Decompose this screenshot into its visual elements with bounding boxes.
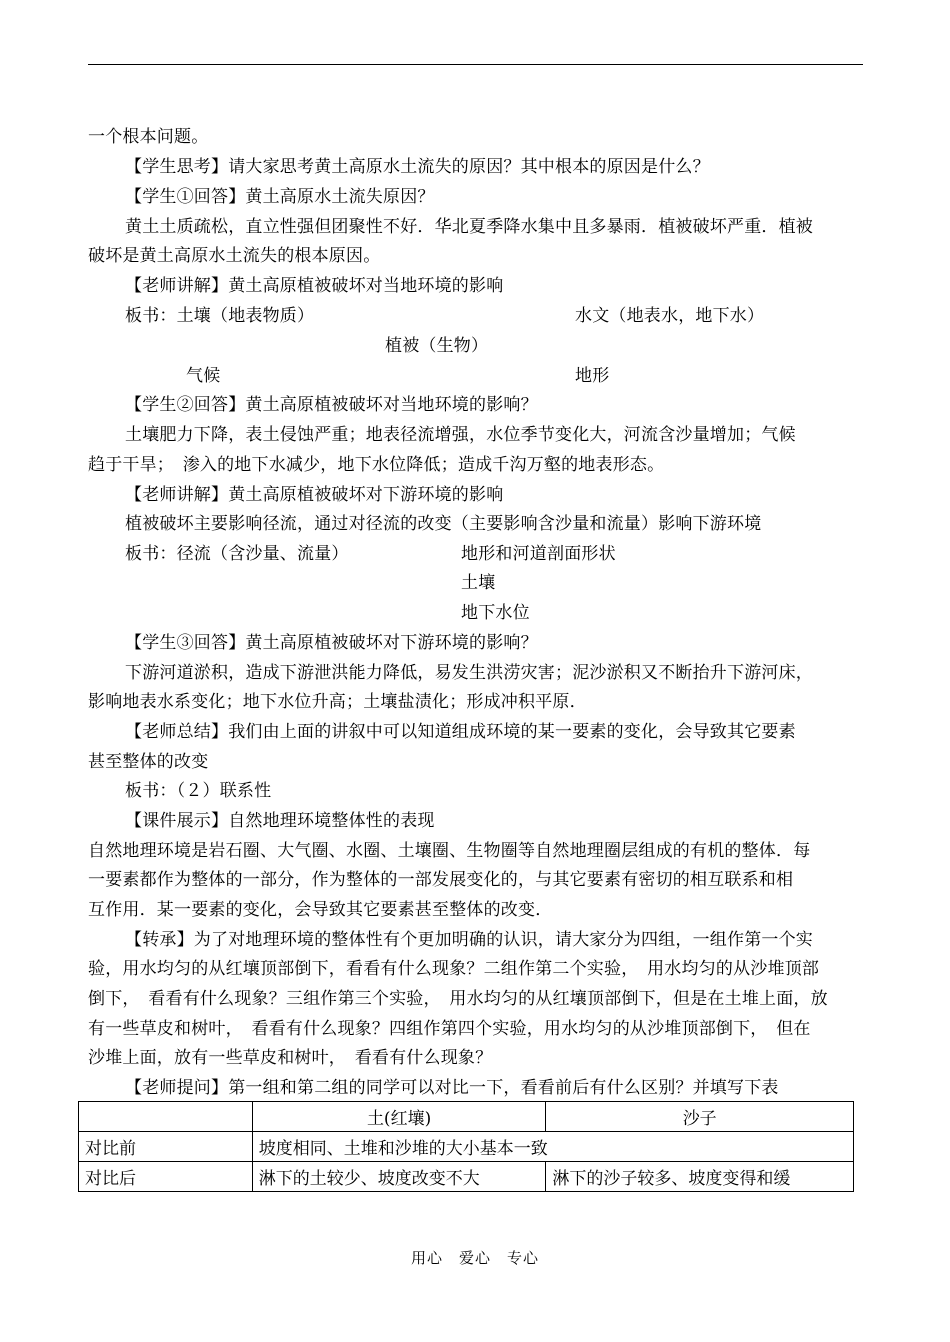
text-line: 验，用水均匀的从红壤顶部倒下，看看有什么现象？二组作第二个实验， 用水均匀的从沙堆顶部 (88, 959, 820, 979)
board-note-soil: 土壤 (461, 573, 496, 593)
student-answer-2-heading: 【学生②回答】黄土高原植被破坏对当地环境的影响？ (125, 395, 538, 415)
transition-heading: 【转承】为了对地理环境的整体性有个更加明确的认识，请大家分为四组，一组作第一个实 (125, 930, 813, 950)
board-note-groundwater: 地下水位 (461, 603, 530, 623)
board-note-channel: 地形和河道剖面形状 (461, 544, 616, 564)
text-line: 一个根本问题。 (88, 127, 209, 147)
text-line: 植被破坏主要影响径流，通过对径流的改变（主要影响含沙量和流量）影响下游环境 (125, 514, 762, 534)
text-line: 破坏是黄土高原水土流失的根本原因。 (88, 246, 381, 266)
teacher-question-heading: 【老师提问】第一组和第二组的同学可以对比一下，看看前后有什么区别？并填写下表 (125, 1078, 779, 1098)
text-line: 影响地表水系变化；地下水位升高；土壤盐渍化；形成冲积平原． (88, 692, 587, 712)
table-header-row (79, 1102, 854, 1132)
page-footer: 用心 爱心 专心 (410, 1249, 539, 1267)
header-rule (88, 64, 863, 65)
text-line: 互作用．某一要素的变化，会导致其它要素甚至整体的改变． (88, 900, 553, 920)
table-row (79, 1162, 854, 1192)
table-cell: 淋下的沙子较多、坡度变得和缓 (546, 1162, 854, 1192)
board-note-soil: 板书：土壤（地表物质） (125, 306, 315, 326)
text-line: 一要素都作为整体的一部分，作为整体的一部发展变化的，与其它要素有密切的相互联系和相 (88, 870, 794, 890)
text-line: 下游河道淤积，造成下游泄洪能力降低，易发生洪涝灾害；泥沙淤积又不断抬升下游河床， (125, 663, 813, 683)
board-note-hydrology: 水文（地表水，地下水） (575, 306, 765, 326)
board-note-climate: 气候 (186, 366, 221, 386)
table-header-cell (79, 1102, 253, 1132)
teacher-summary-heading: 【老师总结】我们由上面的讲叙中可以知道组成环境的某一要素的变化，会导致其它要素 (125, 722, 796, 742)
table-header-cell: 土(红壤) (252, 1102, 546, 1132)
table-cell: 淋下的土较少、坡度改变不大 (252, 1162, 546, 1192)
text-line: 黄土土质疏松，直立性强但团聚性不好．华北夏季降水集中且多暴雨．植被破坏严重．植被 (125, 217, 813, 237)
table-header-cell: 沙子 (546, 1102, 854, 1132)
board-note-runoff: 板书：径流（含沙量、流量） (125, 544, 349, 564)
text-line: 沙堆上面，放有一些草皮和树叶， 看看有什么现象？ (88, 1048, 493, 1068)
text-line: 趋于干旱； 渗入的地下水减少，地下水位降低；造成千沟万壑的地表形态。 (88, 455, 665, 475)
text-line: 有一些草皮和树叶， 看看有什么现象？四组作第四个实验，用水均匀的从沙堆顶部倒下， 但在 (88, 1019, 811, 1039)
student-answer-1-heading: 【学生①回答】黄土高原水土流失原因？ (125, 187, 435, 207)
text-line: 甚至整体的改变 (88, 752, 209, 772)
table-row (79, 1132, 854, 1162)
courseware-heading: 【课件展示】自然地理环境整体性的表现 (125, 811, 435, 831)
text-line: 自然地理环境是岩石圈、大气圈、水圈、土壤圈、生物圈等自然地理圈层组成的有机的整体．每 (88, 841, 811, 861)
text-line: 土壤肥力下降，表土侵蚀严重；地表径流增强，水位季节变化大，河流含沙量增加；气候 (125, 425, 796, 445)
table-cell: 坡度相同、土堆和沙堆的大小基本一致 (252, 1132, 853, 1162)
teacher-explain-heading: 【老师讲解】黄土高原植被破坏对当地环境的影响 (125, 276, 504, 296)
student-answer-3-heading: 【学生③回答】黄土高原植被破坏对下游环境的影响？ (125, 633, 538, 653)
text-line: 倒下， 看看有什么现象？三组作第三个实验， 用水均匀的从红壤顶部倒下，但是在土堆上面，放 (88, 989, 828, 1009)
board-note-connection: 板书：（２）联系性 (125, 781, 272, 801)
table-row-label: 对比后 (79, 1162, 253, 1192)
teacher-explain-heading: 【老师讲解】黄土高原植被破坏对下游环境的影响 (125, 485, 504, 505)
board-note-vegetation: 植被（生物） (385, 336, 489, 356)
student-think-heading: 【学生思考】请大家思考黄土高原水土流失的原因？其中根本的原因是什么？ (125, 157, 710, 177)
board-note-landform: 地形 (575, 366, 610, 386)
table-row-label: 对比前 (79, 1132, 253, 1162)
comparison-table (78, 1101, 854, 1192)
